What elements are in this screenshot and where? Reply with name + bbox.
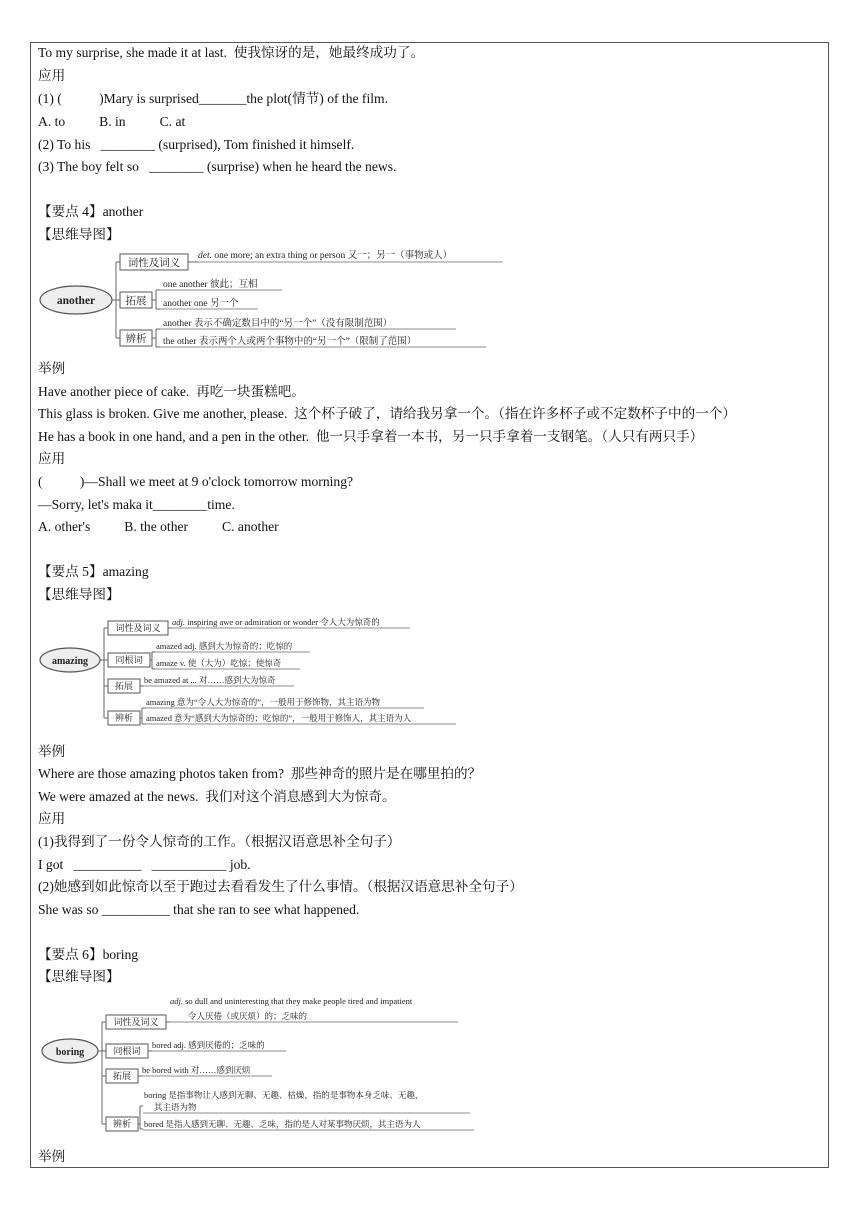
mindmap-branch-compare: 辨析 [114,713,134,723]
mindmap-branch-pos: 词性及词义 [113,1017,159,1027]
mindmap-branch-compare: 辨析 [112,1119,132,1129]
svg-text:be amazed at ... 对……感到大为惊奇: be amazed at ... 对……感到大为惊奇 [144,675,276,685]
practice-heading: 应用 [38,811,66,826]
examples-heading: 举例 [38,361,66,376]
question-3: (3) The boy felt so ________ (surprise) when he heard the news. [38,159,397,174]
mindmap-branch-related: 同根词 [113,1046,141,1056]
question-1-line: I got __________ ___________ job. [38,857,251,872]
examples-heading: 举例 [38,1149,66,1164]
svg-text:amazed 意为“感到大为惊奇的；吃惊的”，一般用于修饰人: amazed 意为“感到大为惊奇的；吃惊的”，一般用于修饰人，其主语为人 [146,713,412,723]
svg-text:adj. inspiring awe or admirati: adj. inspiring awe or admiration or wonder 令人大为惊奇的 [172,617,380,627]
section-heading-another: 【要点 4】another [38,204,144,219]
question-2: (2)她感到如此惊奇以至于跑过去看看发生了什么事情。（根据汉语意思补全句子） [38,879,523,894]
svg-text:amaze v. 使（大为）吃惊；使惊奇: amaze v. 使（大为）吃惊；使惊奇 [156,658,282,668]
mindmap-heading: 【思维导图】 [38,587,120,602]
mindmap-branch-compare: 辨析 [125,334,147,345]
example-sentence: This glass is broken. Give me another, please. 这个杯子破了，请给我另拿一个。（指在许多杯子或不定数杯子中的一个） [38,406,736,421]
svg-text:one another 彼此；互相: one another 彼此；互相 [163,280,258,290]
mindmap-branch-extend: 拓展 [125,296,147,307]
svg-text:bored 是指人感到无聊、无趣、乏味，指的是人对某事物厌烦: bored 是指人感到无聊、无趣、乏味，指的是人对某事物厌烦，其主语为人 [144,1119,421,1129]
question-1: (1) ( )Mary is surprised_______the plot(情节) of the film. [38,91,388,106]
mindmap-another [38,246,508,354]
section-heading-boring: 【要点 6】boring [38,947,139,962]
question-line: —Sorry, let's maka it________time. [38,497,235,512]
svg-text:其主语为物: 其主语为物 [154,1102,197,1112]
mindmap-branch-pos: 词性及词义 [127,258,181,269]
svg-text:be bored with 对……感到厌烦: be bored with 对……感到厌烦 [142,1065,251,1075]
example-sentence: To my surprise, she made it at last. 使我惊讶的是，她最终成功了。 [38,45,425,60]
svg-text:det. one more; an extra thing: det. one more; an extra thing or person 又一；另一（事物或人） [198,251,453,261]
practice-heading: 应用 [38,68,66,83]
question-1-options: A. to B. in C. at [38,114,186,129]
example-sentence: Where are those amazing photos taken from? 那些神奇的照片是在哪里拍的？ [38,766,482,781]
mindmap-branch-pos: 词性及词义 [115,623,161,633]
mindmap-heading: 【思维导图】 [38,969,120,984]
svg-text:boring 是指事物让人感到无聊、无趣、枯燥，指的是事物本: boring 是指事物让人感到无聊、无趣、枯燥，指的是事物本身乏味、无趣， [144,1090,424,1100]
example-sentence: We were amazed at the news. 我们对这个消息感到大为惊奇。 [38,789,396,804]
svg-text:令人厌倦（或厌烦）的；乏味的: 令人厌倦（或厌烦）的；乏味的 [188,1011,308,1021]
examples-heading: 举例 [38,744,66,759]
mindmap-root: another [56,295,96,307]
mindmap-root: boring [55,1047,85,1058]
question-1: (1)我得到了一份令人惊奇的工作。（根据汉语意思补全句子） [38,834,401,849]
mindmap-heading: 【思维导图】 [38,227,120,242]
question-2: (2) To his ________ (surprised), Tom finished it himself. [38,137,355,152]
question-options: A. other's B. the other C. another [38,519,279,534]
section-heading-amazing: 【要点 5】amazing [38,564,149,579]
question-2-line: She was so __________ that she ran to see what happened. [38,902,360,917]
svg-text:bored adj. 感到厌倦的；乏味的: bored adj. 感到厌倦的；乏味的 [152,1040,265,1050]
svg-text:adj. so dull and uninteresting: adj. so dull and uninteresting that they make people tired and impatient [170,996,413,1006]
practice-heading: 应用 [38,451,66,466]
mindmap-boring [38,994,488,1136]
mindmap-branch-extend: 拓展 [114,681,134,691]
svg-text:the other 表示两个人或两个事物中的“另一个”（限制: the other 表示两个人或两个事物中的“另一个”（限制了范围） [163,337,417,347]
svg-text:another 表示不确定数目中的“另一个”（没有限制范围）: another 表示不确定数目中的“另一个”（没有限制范围） [163,319,393,329]
mindmap-amazing [38,612,468,730]
svg-text:amazing 意为“令人大为惊奇的”，一般用于修饰物，其主: amazing 意为“令人大为惊奇的”，一般用于修饰物，其主语为物 [146,697,380,707]
mindmap-root: amazing [51,656,89,667]
question: ( )—Shall we meet at 9 o'clock tomorrow morning? [38,474,354,489]
example-sentence: He has a book in one hand, and a pen in the other. 他一只手拿着一本书，另一只手拿着一支钢笔。（人只有两只手） [38,429,704,444]
example-sentence: Have another piece of cake. 再吃一块蛋糕吧。 [38,384,305,399]
mindmap-branch-extend: 拓展 [112,1071,132,1081]
mindmap-branch-related: 同根词 [115,655,143,665]
svg-text:another one 另一个: another one 另一个 [163,299,239,309]
svg-text:amazed adj. 感到大为惊奇的；吃惊的: amazed adj. 感到大为惊奇的；吃惊的 [156,641,293,651]
